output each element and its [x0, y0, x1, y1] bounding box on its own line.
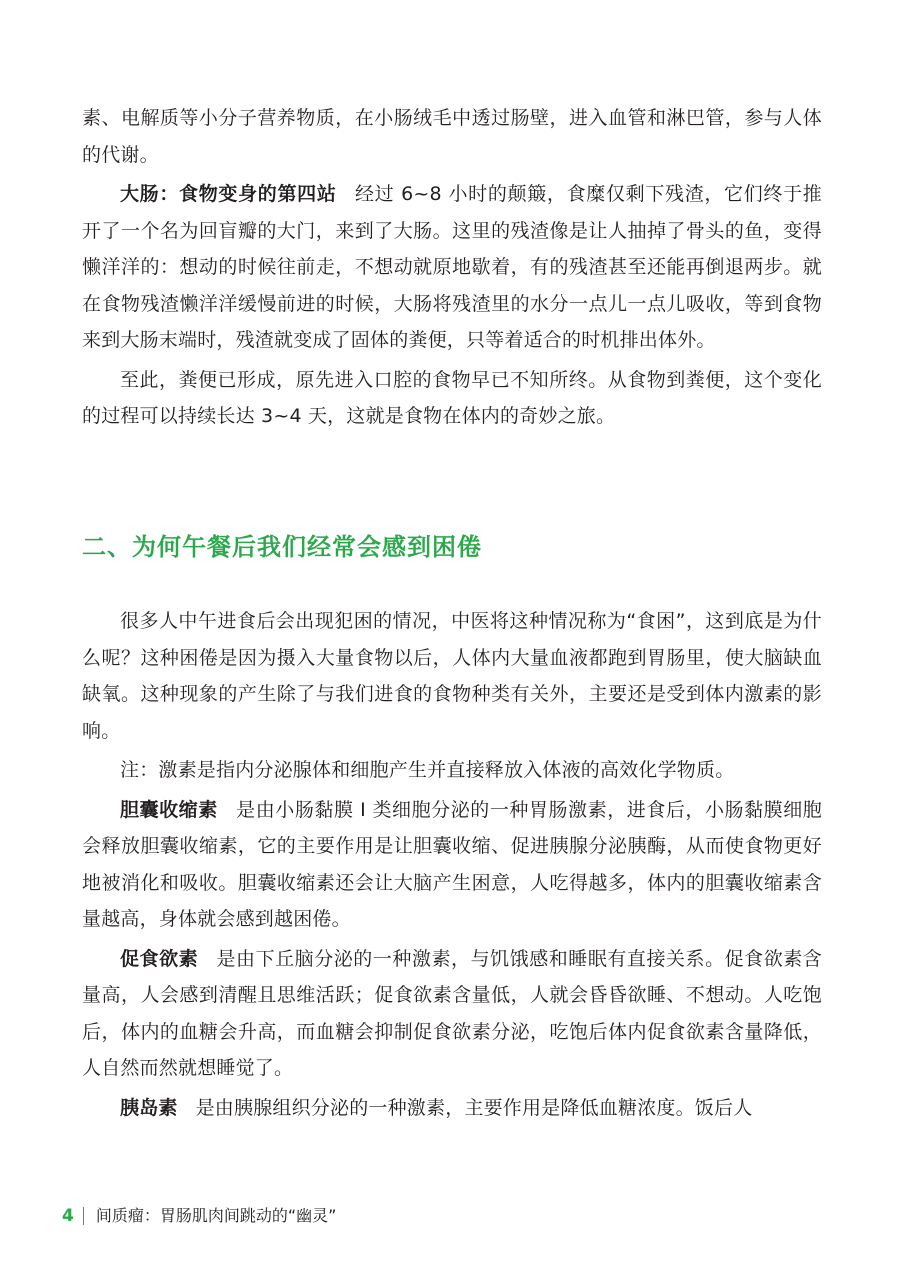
large-intestine-paragraph — [82, 176, 822, 359]
footer-divider — [83, 1207, 84, 1225]
orexin-text: 是由下丘脑分泌的一种激素，与饥饿感和睡眠有直接关系。促食欲素含量高，人会感到清醒且思维活跃；促食欲素含量低，人就会昏昏欲睡、不想动。人吃饱后，体内的血糖会升高，而血糖会抑制促食欲素分泌，吃饱后体内促食欲素含量降低，人自然而然就想睡觉了。 — [82, 947, 822, 1079]
running-title: 间质瘤：胃肠肌肉间跳动的“幽灵” — [95, 1206, 337, 1225]
section-heading: 二、为何午餐后我们经常会感到困倦 — [82, 533, 482, 561]
orexin-term: 促食欲素 — [120, 947, 199, 970]
intro-paragraph: 很多人中午进食后会出现犯困的情况，中医将这种情况称为“食困”，这到底是为什么呢？这种困倦是因为摄入大量食物以后，人体内大量血液都跑到胃肠里，使大脑缺血缺氧。这种现象的产生除了与我们进食的食物种类有关外，主要还是受到体内激素的影响。 — [82, 610, 822, 742]
continuation-paragraph: 素、电解质等小分子营养物质，在小肠绒毛中透过肠壁，进入血管和淋巴管，参与人体的代谢。 — [82, 107, 822, 166]
page-footer — [62, 1204, 336, 1228]
cholecystokinin-term: 胆囊收缩素 — [120, 798, 218, 821]
large-intestine-text: 经过 6~8 小时的颠簸，食糜仅剩下残渣，它们终于推开了一个名为回盲瓣的大门，来到了大肠。这里的残渣像是让人抽掉了骨头的鱼，变得懒洋洋的：想动的时候往前走，不想动就原地歇着，有的残渣甚至还能再倒退两步。就在食物残渣懒洋洋缓慢前进的时候，大肠将残渣里的水分一点儿一点儿吸收，等到食物来到大肠末端时，残渣就变成了固体的粪便，只等着适合的时机排出体外。 — [82, 183, 822, 351]
cholecystokinin-text: 是由小肠黏膜 I 类细胞分泌的一种胃肠激素，进食后，小肠黏膜细胞会释放胆囊收缩素，它的主要作用是让胆囊收缩、促进胰腺分泌胰酶，从而使食物更好地被消化和吸收。胆囊收缩素还会让大脑产生困意，人吃得越多，体内的胆囊收缩素含量越高，身体就会感到越困倦。 — [82, 798, 822, 930]
page-number: 4 — [62, 1206, 74, 1226]
drowsiness-text-block — [82, 603, 822, 1126]
insulin-paragraph — [82, 1090, 822, 1127]
insulin-text: 是由胰腺组织分泌的一种激素，主要作用是降低血糖浓度。饭后人 — [195, 1096, 753, 1119]
cholecystokinin-paragraph — [82, 792, 822, 938]
summary-paragraph: 至此，粪便已形成，原先进入口腔的食物早已不知所终。从食物到粪便，这个变化的过程可以持续长达 3~4 天，这就是食物在体内的奇妙之旅。 — [82, 368, 822, 427]
digestion-text-block — [82, 100, 822, 435]
note-paragraph: 注：激素是指内分泌腺体和细胞产生并直接释放入体液的高效化学物质。 — [120, 759, 735, 781]
insulin-term: 胰岛素 — [120, 1096, 178, 1119]
orexin-paragraph — [82, 941, 822, 1087]
large-intestine-term: 大肠：食物变身的第四站 — [120, 183, 337, 205]
